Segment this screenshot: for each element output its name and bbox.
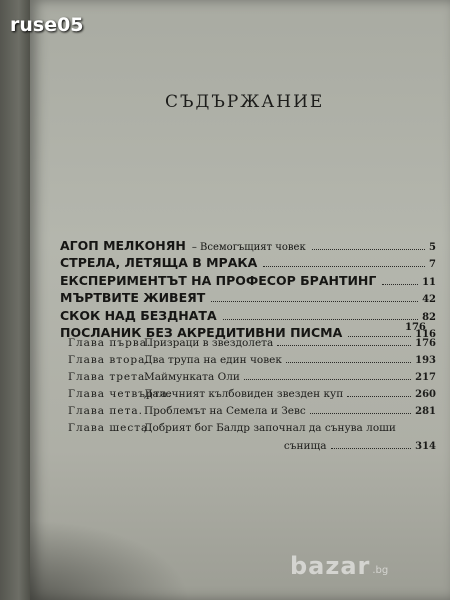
entry-page: 7 bbox=[429, 259, 436, 271]
seller-watermark: ruse05 bbox=[10, 14, 84, 36]
chapter-row bbox=[68, 354, 436, 371]
chapter-page: 176 bbox=[415, 338, 436, 349]
page-corner-shadow bbox=[30, 520, 190, 600]
entry-page: 5 bbox=[429, 242, 436, 253]
entry-title: СКОК НАД БЕЗДНАТА bbox=[60, 307, 217, 323]
entry-page: 116 bbox=[415, 328, 436, 340]
entry-page: 11 bbox=[422, 276, 436, 288]
leader-dots bbox=[310, 413, 411, 414]
toc-entry bbox=[60, 290, 436, 307]
chapter-row bbox=[68, 405, 436, 422]
chapter-page: 260 bbox=[415, 389, 436, 400]
chapter-row bbox=[68, 337, 436, 354]
chapter-title: Призраци в звездолета bbox=[144, 337, 274, 349]
chapter-title: Проблемът на Семела и Зевс bbox=[144, 405, 306, 417]
toc-entry bbox=[60, 255, 436, 272]
chapter-label: Глава първа. bbox=[68, 337, 152, 349]
leader-dots bbox=[312, 249, 425, 250]
chapter-row bbox=[68, 388, 436, 405]
chapter-label: Глава четвърта. bbox=[68, 388, 173, 400]
entry-title: МЪРТВИТЕ ЖИВЕЯТ bbox=[60, 290, 206, 306]
entry-page: 42 bbox=[422, 294, 436, 306]
leader-dots bbox=[331, 448, 412, 449]
entry-page: 82 bbox=[422, 311, 436, 323]
bazar-watermark bbox=[290, 552, 388, 580]
leader-dots bbox=[244, 379, 411, 380]
entry-subtitle: – Всемогъщият човек bbox=[191, 242, 306, 253]
chapter-title: Добрият бог Балдр започнал да сънува лоши bbox=[144, 422, 396, 434]
toc-entry bbox=[60, 238, 436, 255]
chapter-page: 314 bbox=[415, 441, 436, 452]
entry-page-extra: 176 bbox=[405, 322, 426, 333]
leader-dots bbox=[263, 266, 425, 267]
leader-dots bbox=[277, 345, 411, 346]
entry-title: СТРЕЛА, ЛЕТЯЩА В МРАКА bbox=[60, 255, 258, 271]
book-spine bbox=[0, 0, 34, 600]
bazar-logo-tld: .bg bbox=[372, 564, 389, 576]
chapter-page: 193 bbox=[415, 355, 436, 366]
toc-entry bbox=[60, 273, 436, 290]
leader-dots bbox=[382, 284, 418, 285]
leader-dots bbox=[347, 396, 411, 397]
leader-dots bbox=[223, 319, 418, 320]
entry-title: ПОСЛАНИК БЕЗ АКРЕДИТИВНИ ПИСМА bbox=[60, 324, 343, 340]
leader-dots bbox=[286, 362, 411, 363]
chapter-list bbox=[68, 337, 436, 452]
chapter-label: Глава пета. bbox=[68, 405, 144, 417]
chapter-title: Два трупа на един човек bbox=[144, 354, 282, 366]
chapter-title: Маймунката Оли bbox=[144, 371, 240, 383]
entry-author: АГОП МЕЛКОНЯН bbox=[60, 238, 186, 253]
chapter-label: Глава втора. bbox=[68, 354, 150, 366]
chapter-row bbox=[68, 371, 436, 388]
toc-entries bbox=[60, 238, 436, 342]
chapter-title: Далечният кълбовиден звезден куп bbox=[144, 388, 344, 400]
chapter-page: 281 bbox=[415, 406, 436, 417]
chapter-title-continued: сънища bbox=[283, 440, 327, 452]
leader-dots bbox=[211, 301, 418, 302]
chapter-label: Глава трета. bbox=[68, 371, 150, 383]
chapter-label: Глава шеста. bbox=[68, 422, 153, 434]
toc-title: СЪДЪРЖАНИЕ bbox=[165, 92, 325, 112]
chapter-row bbox=[68, 422, 436, 452]
toc-entry bbox=[60, 308, 436, 325]
bazar-logo-text: bazar bbox=[290, 552, 371, 580]
entry-title: ЕКСПЕРИМЕНТЪТ НА ПРОФЕСОР БРАНТИНГ bbox=[60, 272, 377, 288]
chapter-page: 217 bbox=[415, 372, 436, 383]
